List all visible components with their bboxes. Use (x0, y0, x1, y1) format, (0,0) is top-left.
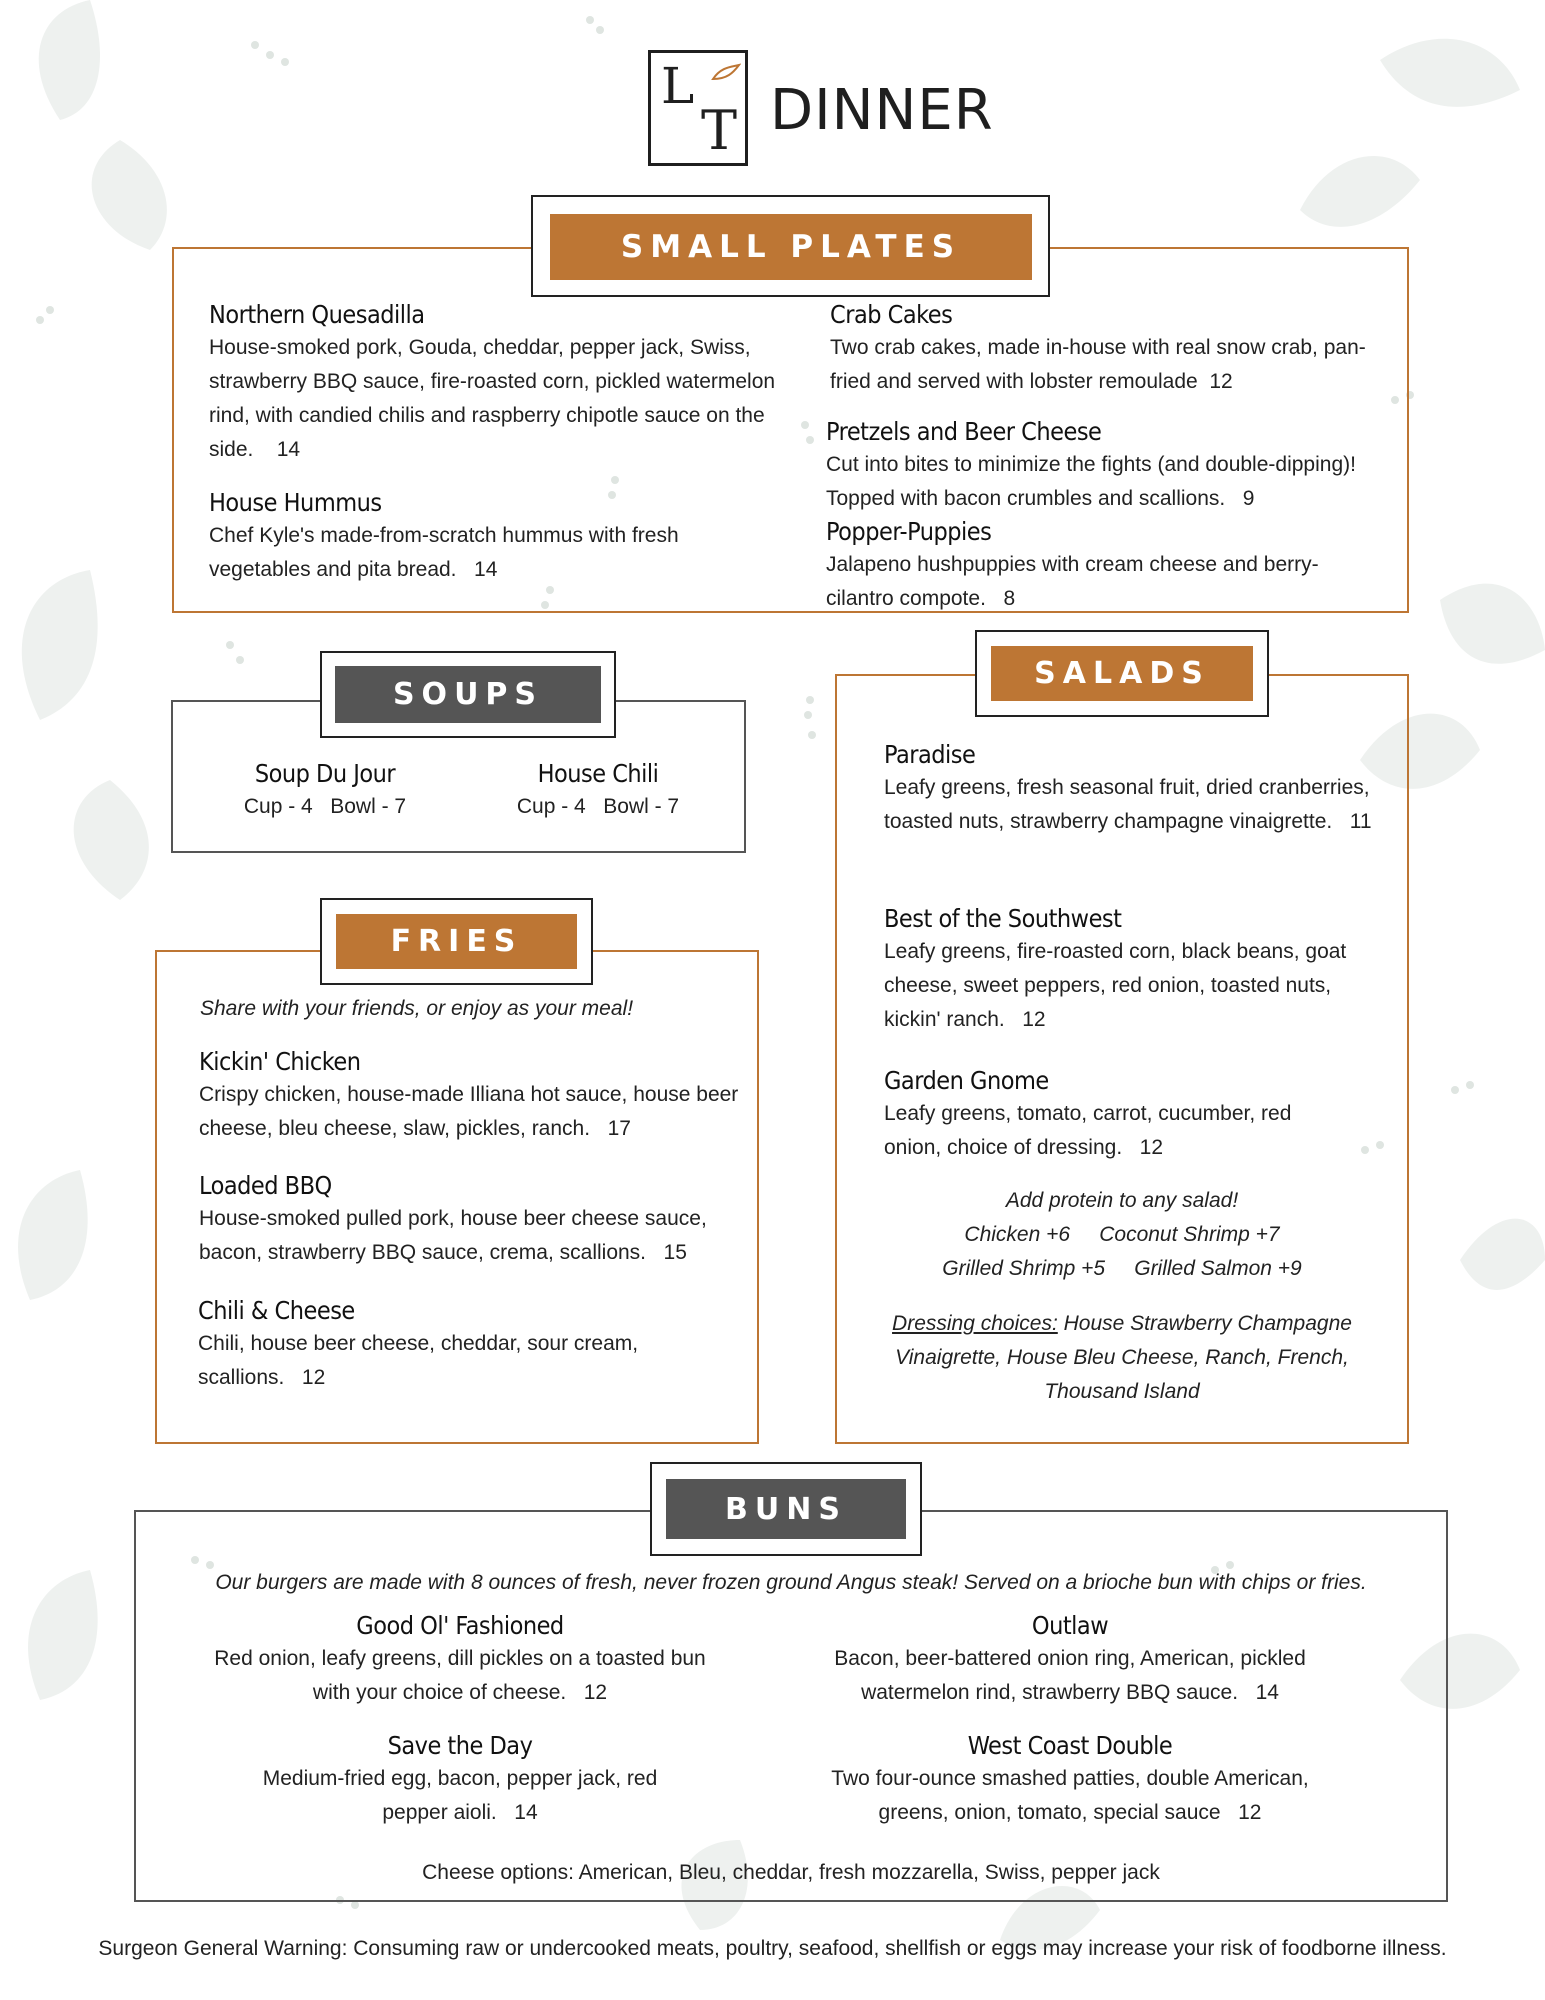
dressing-choices (862, 1307, 1382, 1409)
cheese-options: Cheese options: American, Bleu, cheddar, fresh mozzarella, Swiss, pepper jack (422, 1861, 1160, 1884)
item-price: 11 (1349, 810, 1372, 833)
menu-item (488, 758, 708, 824)
item-name: Popper-Puppies (826, 517, 992, 546)
buns-heading: BUNS (666, 1479, 906, 1539)
menu-item (884, 903, 1384, 1037)
soups-heading: SOUPS (335, 666, 601, 723)
menu-item (215, 758, 435, 824)
fries-intro: Share with your friends, or enjoy as your meal! (200, 997, 634, 1020)
item-price: 15 (663, 1241, 687, 1264)
item-name: Best of the Southwest (884, 904, 1122, 933)
fries-tab (320, 898, 593, 985)
item-price: 14 (1255, 1681, 1279, 1704)
protein-title: Add protein to any salad! (1005, 1189, 1239, 1212)
menu-item (209, 299, 789, 467)
menu-item (209, 487, 769, 587)
dressing-label: Dressing choices: (892, 1312, 1058, 1335)
item-name: Crab Cakes (830, 300, 953, 329)
logo (648, 50, 748, 166)
page-title: DINNER (770, 78, 994, 143)
item-description: Bacon, beer-battered onion ring, American, pickled watermelon rind, strawberry BBQ sauce. (834, 1647, 1306, 1704)
menu-item (199, 1170, 744, 1270)
item-price: Cup - 4 Bowl - 7 (243, 795, 407, 818)
menu-item (199, 1046, 739, 1146)
menu-item (884, 739, 1384, 839)
item-name: House Chili (537, 759, 659, 788)
bird-icon (711, 61, 741, 91)
small-plates-heading: SMALL PLATES (550, 214, 1032, 280)
protein-options: Chicken +6 Coconut Shrimp +7 (964, 1223, 1280, 1246)
menu-item (800, 1730, 1340, 1830)
item-price: Cup - 4 Bowl - 7 (516, 795, 680, 818)
menu-item (235, 1730, 685, 1830)
menu-item (826, 416, 1396, 516)
item-price: 9 (1242, 487, 1255, 510)
item-name: Outlaw (1031, 1611, 1109, 1640)
item-name: Pretzels and Beer Cheese (826, 417, 1102, 446)
item-name: Northern Quesadilla (209, 300, 425, 329)
item-description: Chef Kyle's made-from-scratch hummus with fresh vegetables and pita bread. (209, 524, 679, 581)
item-description: Cut into bites to minimize the fights (and double-dipping)! Topped with bacon crumbles and scallions. (826, 453, 1356, 510)
item-price: 17 (607, 1117, 631, 1140)
item-name: House Hummus (209, 488, 382, 517)
small-plates-tab (531, 195, 1050, 297)
item-name: Chili & Cheese (198, 1296, 355, 1325)
item-name: Soup Du Jour (254, 759, 396, 788)
item-description: Two four-ounce smashed patties, double American, greens, onion, tomato, special sauce (831, 1767, 1309, 1824)
item-price: 12 (1022, 1008, 1046, 1031)
item-description: Jalapeno hushpuppies with cream cheese and berry-cilantro compote. (826, 553, 1319, 610)
protein-options: Grilled Shrimp +5 Grilled Salmon +9 (942, 1257, 1302, 1280)
menu-item (210, 1610, 710, 1710)
item-description: House-smoked pork, Gouda, cheddar, pepper jack, Swiss, strawberry BBQ sauce, fire-roasted corn, pickled watermelon rind, with candied chilis and raspberry chipotle sauce on the side. (209, 336, 776, 461)
item-description: Leafy greens, fresh seasonal fruit, dried cranberries, toasted nuts, strawberry champagne vinaigrette. (884, 776, 1370, 833)
menu-item (884, 1065, 1354, 1165)
item-price: 12 (1209, 370, 1233, 393)
health-warning: Surgeon General Warning: Consuming raw or undercooked meats, poultry, seafood, shellfish or eggs may increase your risk of foodborne illness. (98, 1937, 1447, 1960)
item-name: Save the Day (387, 1731, 533, 1760)
item-price: 12 (583, 1681, 608, 1704)
item-description: Leafy greens, tomato, carrot, cucumber, red onion, choice of dressing. (884, 1102, 1292, 1159)
menu-item (826, 516, 1386, 616)
item-price: 12 (301, 1366, 326, 1389)
item-price: 14 (514, 1801, 538, 1824)
soups-tab (320, 651, 616, 738)
item-price: 14 (474, 558, 498, 581)
logo-letter-l: L (661, 57, 695, 115)
item-name: Garden Gnome (884, 1066, 1049, 1095)
item-name: Paradise (884, 740, 976, 769)
salads-tab (975, 630, 1269, 717)
item-description: Medium-fried egg, bacon, pepper jack, red pepper aioli. (262, 1767, 658, 1824)
item-price: 12 (1139, 1136, 1164, 1159)
item-price: 12 (1238, 1801, 1262, 1824)
menu-item (830, 299, 1390, 399)
item-description: House-smoked pulled pork, house beer cheese sauce, bacon, strawberry BBQ sauce, crema, scallions. (199, 1207, 707, 1264)
item-description: Leafy greens, fire-roasted corn, black beans, goat cheese, sweet peppers, red onion, toasted nuts, kickin' ranch. (884, 940, 1347, 1031)
item-description: Crispy chicken, house-made Illiana hot sauce, house beer cheese, bleu cheese, slaw, pickles, ranch. (199, 1083, 739, 1140)
item-name: West Coast Double (967, 1731, 1173, 1760)
buns-tab (650, 1462, 922, 1556)
fries-heading: FRIES (336, 914, 577, 969)
dressing-list: House Strawberry Champagne Vinaigrette, House Bleu Cheese, Ranch, French, Thousand Island (895, 1312, 1352, 1403)
salads-heading: SALADS (991, 646, 1253, 701)
menu-item (805, 1610, 1335, 1710)
item-name: Loaded BBQ (199, 1171, 332, 1200)
item-description: Two crab cakes, made in-house with real snow crab, pan-fried and served with lobster remoulade (830, 336, 1366, 393)
menu-item (198, 1295, 698, 1395)
item-name: Kickin' Chicken (199, 1047, 361, 1076)
item-description: Red onion, leafy greens, dill pickles on a toasted bun with your choice of cheese. (214, 1647, 706, 1704)
item-price: 14 (276, 438, 301, 461)
protein-add-ons (850, 1184, 1394, 1286)
item-name: Good Ol' Fashioned (356, 1611, 564, 1640)
buns-intro: Our burgers are made with 8 ounces of fresh, never frozen ground Angus steak! Served on a brioche bun with chips or fries. (215, 1571, 1367, 1594)
logo-letter-t: T (701, 99, 738, 162)
item-description: Chili, house beer cheese, cheddar, sour cream, scallions. (198, 1332, 639, 1389)
item-price: 8 (1003, 587, 1016, 610)
